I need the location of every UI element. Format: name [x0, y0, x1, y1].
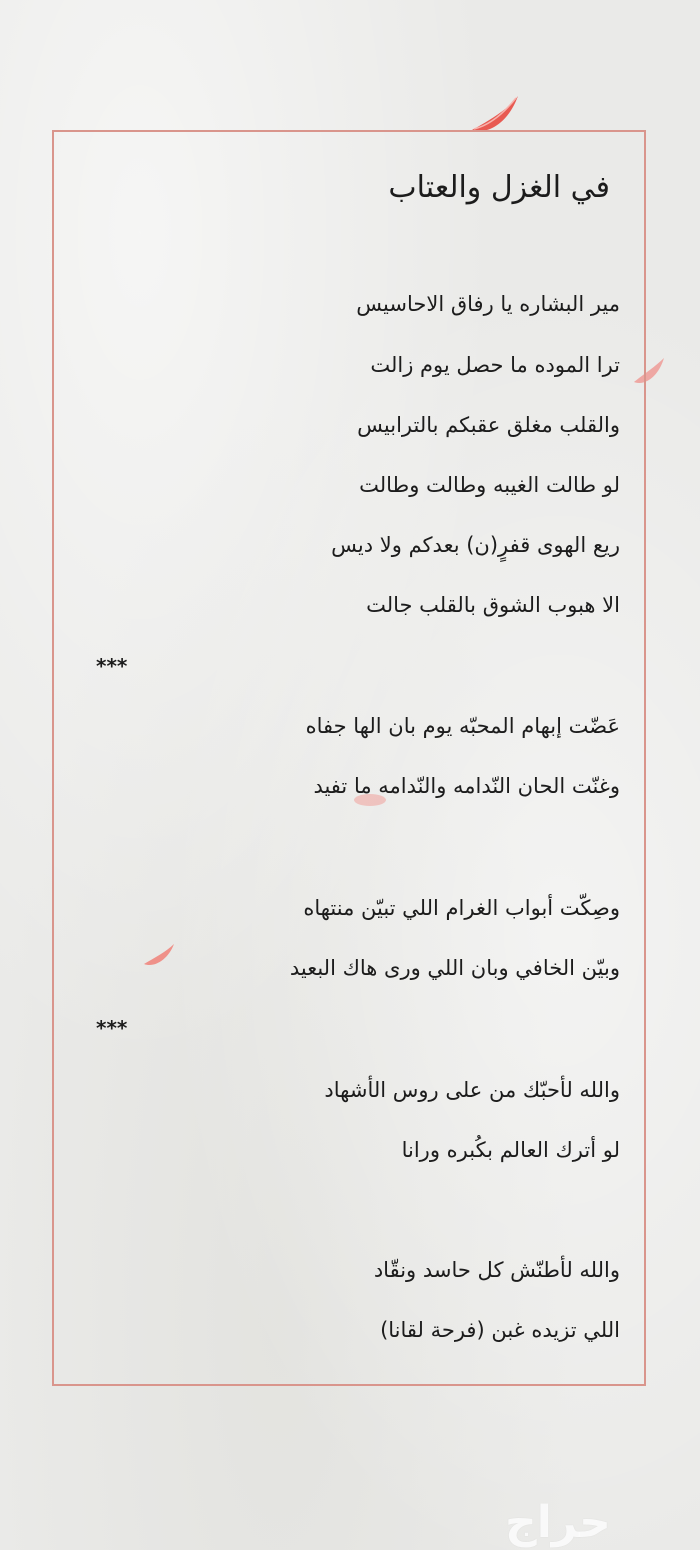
poem-title: في الغزل والعتاب: [388, 170, 610, 205]
verse-line: لو أترك العالم بكُبره ورانا: [401, 1138, 620, 1162]
verse-line: ترا الموده ما حصل يوم زالت: [370, 353, 620, 377]
verse-line: مير البشاره يا رفاق الاحاسيس: [356, 292, 620, 316]
verse-line: والله لأحبّك من على روس الأشهاد: [324, 1078, 620, 1102]
stanza-separator: ***: [96, 1016, 128, 1040]
verse-line: وصِكّت أبواب الغرام اللي تبيّن منتهاه: [303, 896, 620, 920]
verse-line: ريع الهوى قفرٍ(ن) بعدكم ولا ديس: [331, 533, 620, 557]
verse-line: وغنّت الحان النّدامه والنّدامه ما تفيد: [313, 774, 620, 798]
verse-line: وبيّن الخافي وبان اللي ورى هاك البعيد: [289, 956, 620, 980]
verse-line: والقلب مغلق عقبكم بالترابيس: [357, 413, 620, 437]
verse-line: اللي تزيده غبن (فرحة لقانا): [380, 1318, 620, 1342]
stanza-separator: ***: [96, 654, 128, 678]
verse-line: لو طالت الغيبه وطالت وطالت: [359, 473, 620, 497]
haraj-watermark: حراج: [505, 1497, 611, 1548]
verse-line: عَضّت إبهام المحبّه يوم بان الها جفاه: [305, 714, 620, 738]
verse-line: والله لأطنّش كل حاسد ونقّاد: [373, 1258, 620, 1282]
verse-line: الا هبوب الشوق بالقلب جالت: [366, 593, 620, 617]
